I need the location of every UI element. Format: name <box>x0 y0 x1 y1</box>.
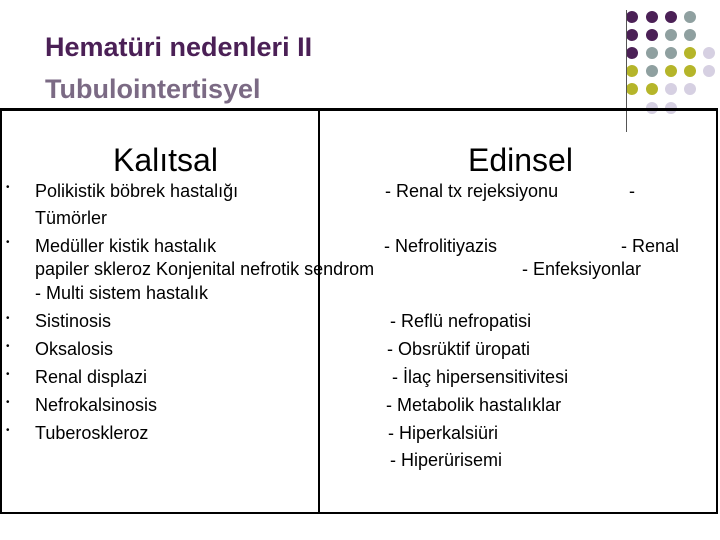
list-item: - Reflü nefropatisi <box>390 311 532 331</box>
bullet: • <box>6 341 10 352</box>
dot <box>684 29 696 41</box>
heading-kalitsal: Kalıtsal <box>113 142 218 178</box>
dot <box>665 47 677 59</box>
dot <box>646 11 658 23</box>
dot <box>703 65 715 77</box>
bullet: • <box>6 425 10 436</box>
dot <box>703 47 715 59</box>
dot <box>665 83 677 95</box>
dot <box>684 65 696 77</box>
heading-edinsel: Edinsel <box>468 142 573 178</box>
list-item: papiler skleroz Konjenital nefrotik sendrom <box>35 259 375 279</box>
dot <box>626 11 638 23</box>
list-item: Nefrokalsinosis <box>35 395 158 415</box>
dot <box>646 65 658 77</box>
title-line-1: Hematüri nedenleri II <box>45 32 313 62</box>
dot <box>646 29 658 41</box>
dot <box>626 65 638 77</box>
bullet: • <box>6 369 10 380</box>
dot <box>684 11 696 23</box>
list-item: - Nefrolitiyazis <box>384 236 498 256</box>
dot <box>646 47 658 59</box>
dot <box>626 29 638 41</box>
list-item: - İlaç hipersensitivitesi <box>392 367 569 387</box>
list-item: - Multi sistem hastalık <box>35 283 209 303</box>
column-divider <box>318 110 320 514</box>
title-line-2: Tubulointertisyel <box>45 74 261 104</box>
list-item: - Enfeksiyonlar <box>522 259 642 279</box>
list-item: - Obsrüktif üropati <box>387 339 531 359</box>
bullet: • <box>6 397 10 408</box>
dot <box>646 83 658 95</box>
list-item: Oksalosis <box>35 339 114 359</box>
list-item: - Renal tx rejeksiyonu <box>385 181 559 201</box>
list-item: Tümörler <box>35 208 108 228</box>
list-item: - Hiperürisemi <box>390 450 503 470</box>
bullet: • <box>6 182 10 193</box>
list-item: Medüller kistik hastalık <box>35 236 217 256</box>
bullet: • <box>6 237 10 248</box>
dot <box>684 47 696 59</box>
list-item: - Metabolik hastalıklar <box>386 395 562 415</box>
list-item: - Renal <box>621 236 680 256</box>
dot <box>665 29 677 41</box>
dot <box>684 83 696 95</box>
list-item: Tuberoskleroz <box>35 423 149 443</box>
bullet: • <box>6 313 10 324</box>
list-item: - <box>629 181 635 201</box>
dot <box>665 65 677 77</box>
list-item: Renal displazi <box>35 367 148 387</box>
dot <box>626 47 638 59</box>
list-item: Sistinosis <box>35 311 112 331</box>
list-item: - Hiperkalsiüri <box>388 423 499 443</box>
list-item: Polikistik böbrek hastalığı <box>35 181 239 201</box>
dot <box>665 11 677 23</box>
dot <box>626 83 638 95</box>
